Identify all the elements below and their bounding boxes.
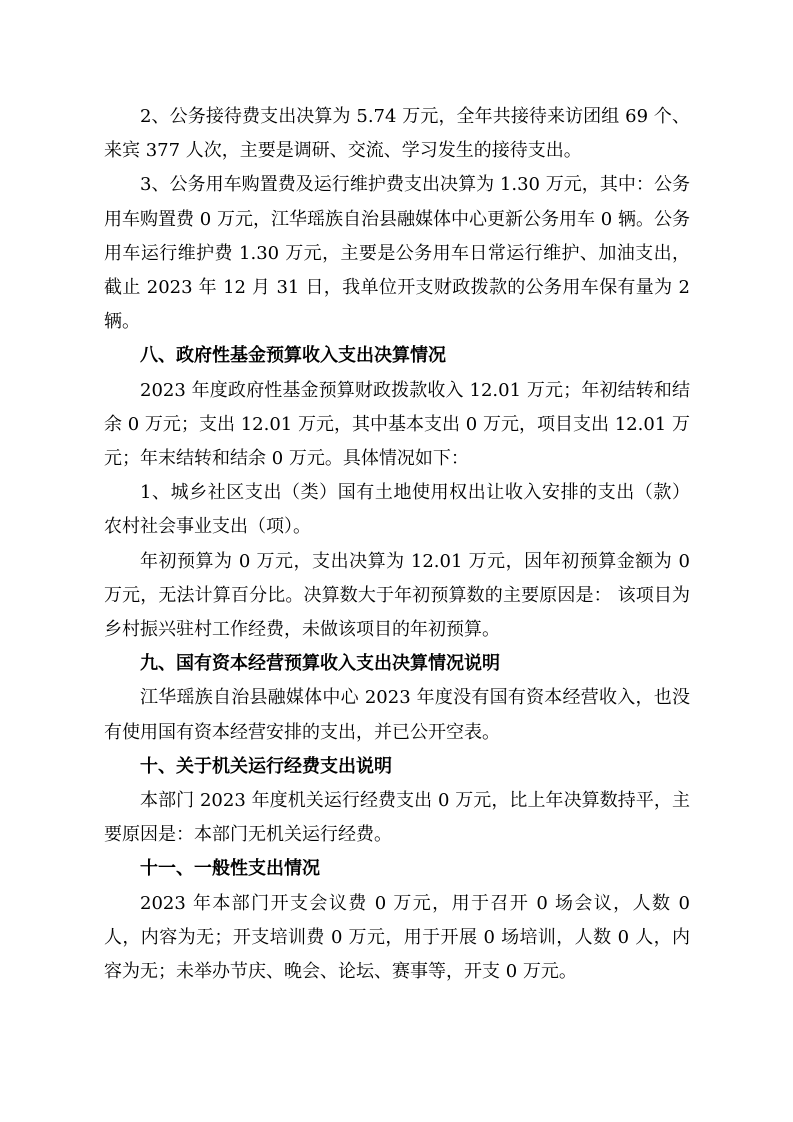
paragraph-general-expenses: 2023 年本部门开支会议费 0 万元，用于召开 0 场会议，人数 0 人，内容为无；开支培训费 0 万元，用于开展 0 场培训，人数 0 人，内容为无；未举办节庆、晚会、论坛、赛事等，开支 0 万元。 — [104, 892, 690, 983]
paragraph-vehicle-expenses: 3、公务用车购置费及运行维护费支出决算为 1.30 万元，其中：公务用车购置费 0 万元，江华瑶族自治县融媒体中心更新公务用车 0 辆。公务用车运行维护费 1.30 万元，主要是公务用车日常运行维护、加油支出，截止 2023 年 12 月 31 日，我单位开支财政拨款的公务用车保有量为 2 辆。 — [104, 174, 690, 333]
heading-operating-expenses: 十、关于机关运行经费支出说明 — [140, 755, 392, 777]
heading-state-capital-budget: 九、国有资本经营预算收入支出决算情况说明 — [140, 653, 500, 675]
paragraph-operating-expenses: 本部门 2023 年度机关运行经费支出 0 万元，比上年决算数持平，主要原因是：本部门无机关运行经费。 — [104, 790, 690, 846]
paragraph-budget-explanation: 年初预算为 0 万元，支出决算为 12.01 万元，因年初预算金额为 0 万元，无法计算百分比。决算数大于年初预算数的主要原因是： 该项目为乡村振兴驻村工作经费，未做该项目的年初预算。 — [104, 550, 690, 641]
paragraph-government-fund-summary: 2023 年度政府性基金预算财政拨款收入 12.01 万元；年初结转和结余 0 万元；支出 12.01 万元，其中基本支出 0 万元，项目支出 12.01 万元；年末结转和结余 0 万元。具体情况如下： — [104, 379, 690, 470]
heading-government-fund-budget: 八、政府性基金预算收入支出决算情况 — [140, 345, 446, 367]
heading-general-expenses: 十一、一般性支出情况 — [140, 858, 320, 880]
paragraph-reception-expenses: 2、公务接待费支出决算为 5.74 万元，全年共接待来访团组 69 个、来宾 377 人次，主要是调研、交流、学习发生的接待支出。 — [104, 106, 690, 162]
document-body — [104, 100, 690, 989]
paragraph-state-capital-explanation: 江华瑶族自治县融媒体中心 2023 年度没有国有资本经营收入，也没有使用国有资本经营安排的支出，并已公开空表。 — [104, 687, 690, 743]
paragraph-rural-community-item: 1、城乡社区支出（类）国有土地使用权出让收入安排的支出（款）农村社会事业支出（项）。 — [104, 482, 690, 538]
